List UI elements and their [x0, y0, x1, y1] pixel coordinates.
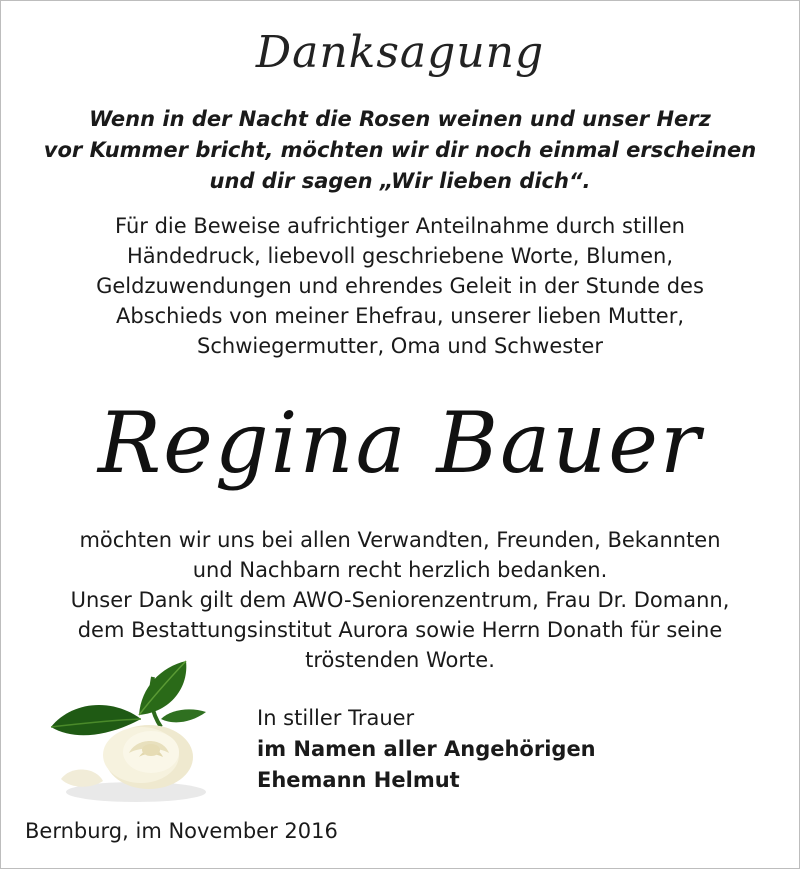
signoff-line2: im Namen aller Angehörigen	[257, 737, 596, 761]
poem-line: und dir sagen „Wir lieben dich“.	[209, 169, 591, 193]
poem-line: Wenn in der Nacht die Rosen weinen und unser Herz	[89, 107, 711, 131]
thanks-line: Unser Dank gilt dem AWO-Seniorenzentrum, Frau Dr. Domann,	[70, 588, 730, 612]
signoff-line3: Ehemann Helmut	[257, 768, 460, 792]
signoff-line1: In stiller Trauer	[257, 706, 415, 730]
thanks-line: und Nachbarn recht herzlich bedanken.	[192, 558, 608, 582]
intro-line: Für die Beweise aufrichtiger Anteilnahme durch stillen	[115, 214, 685, 238]
thanks-line: dem Bestattungsinstitut Aurora sowie Herrn Donath für seine	[77, 618, 723, 642]
thanks-line: tröstenden Worte.	[305, 648, 495, 672]
deceased-name: Regina Bauer	[97, 394, 703, 492]
intro-line: Geldzuwendungen und ehrendes Geleit in der Stunde des	[96, 274, 704, 298]
heading-danksagung: Danksagung	[255, 27, 545, 78]
intro-line: Händedruck, liebevoll geschriebene Worte, Blumen,	[126, 244, 674, 268]
intro-text	[1, 211, 799, 361]
poem-block	[1, 104, 799, 197]
white-rose-icon	[41, 657, 241, 807]
signoff-block	[257, 703, 596, 796]
intro-line: Schwiegermutter, Oma und Schwester	[197, 334, 603, 358]
intro-line: Abschieds von meiner Ehefrau, unserer lieben Mutter,	[115, 304, 685, 328]
place-date: Bernburg, im November 2016	[25, 819, 338, 843]
poem-line: vor Kummer bricht, möchten wir dir noch einmal erscheinen	[43, 138, 757, 162]
thanks-line: möchten wir uns bei allen Verwandten, Freunden, Bekannten	[79, 528, 721, 552]
thanks-text	[1, 525, 799, 675]
